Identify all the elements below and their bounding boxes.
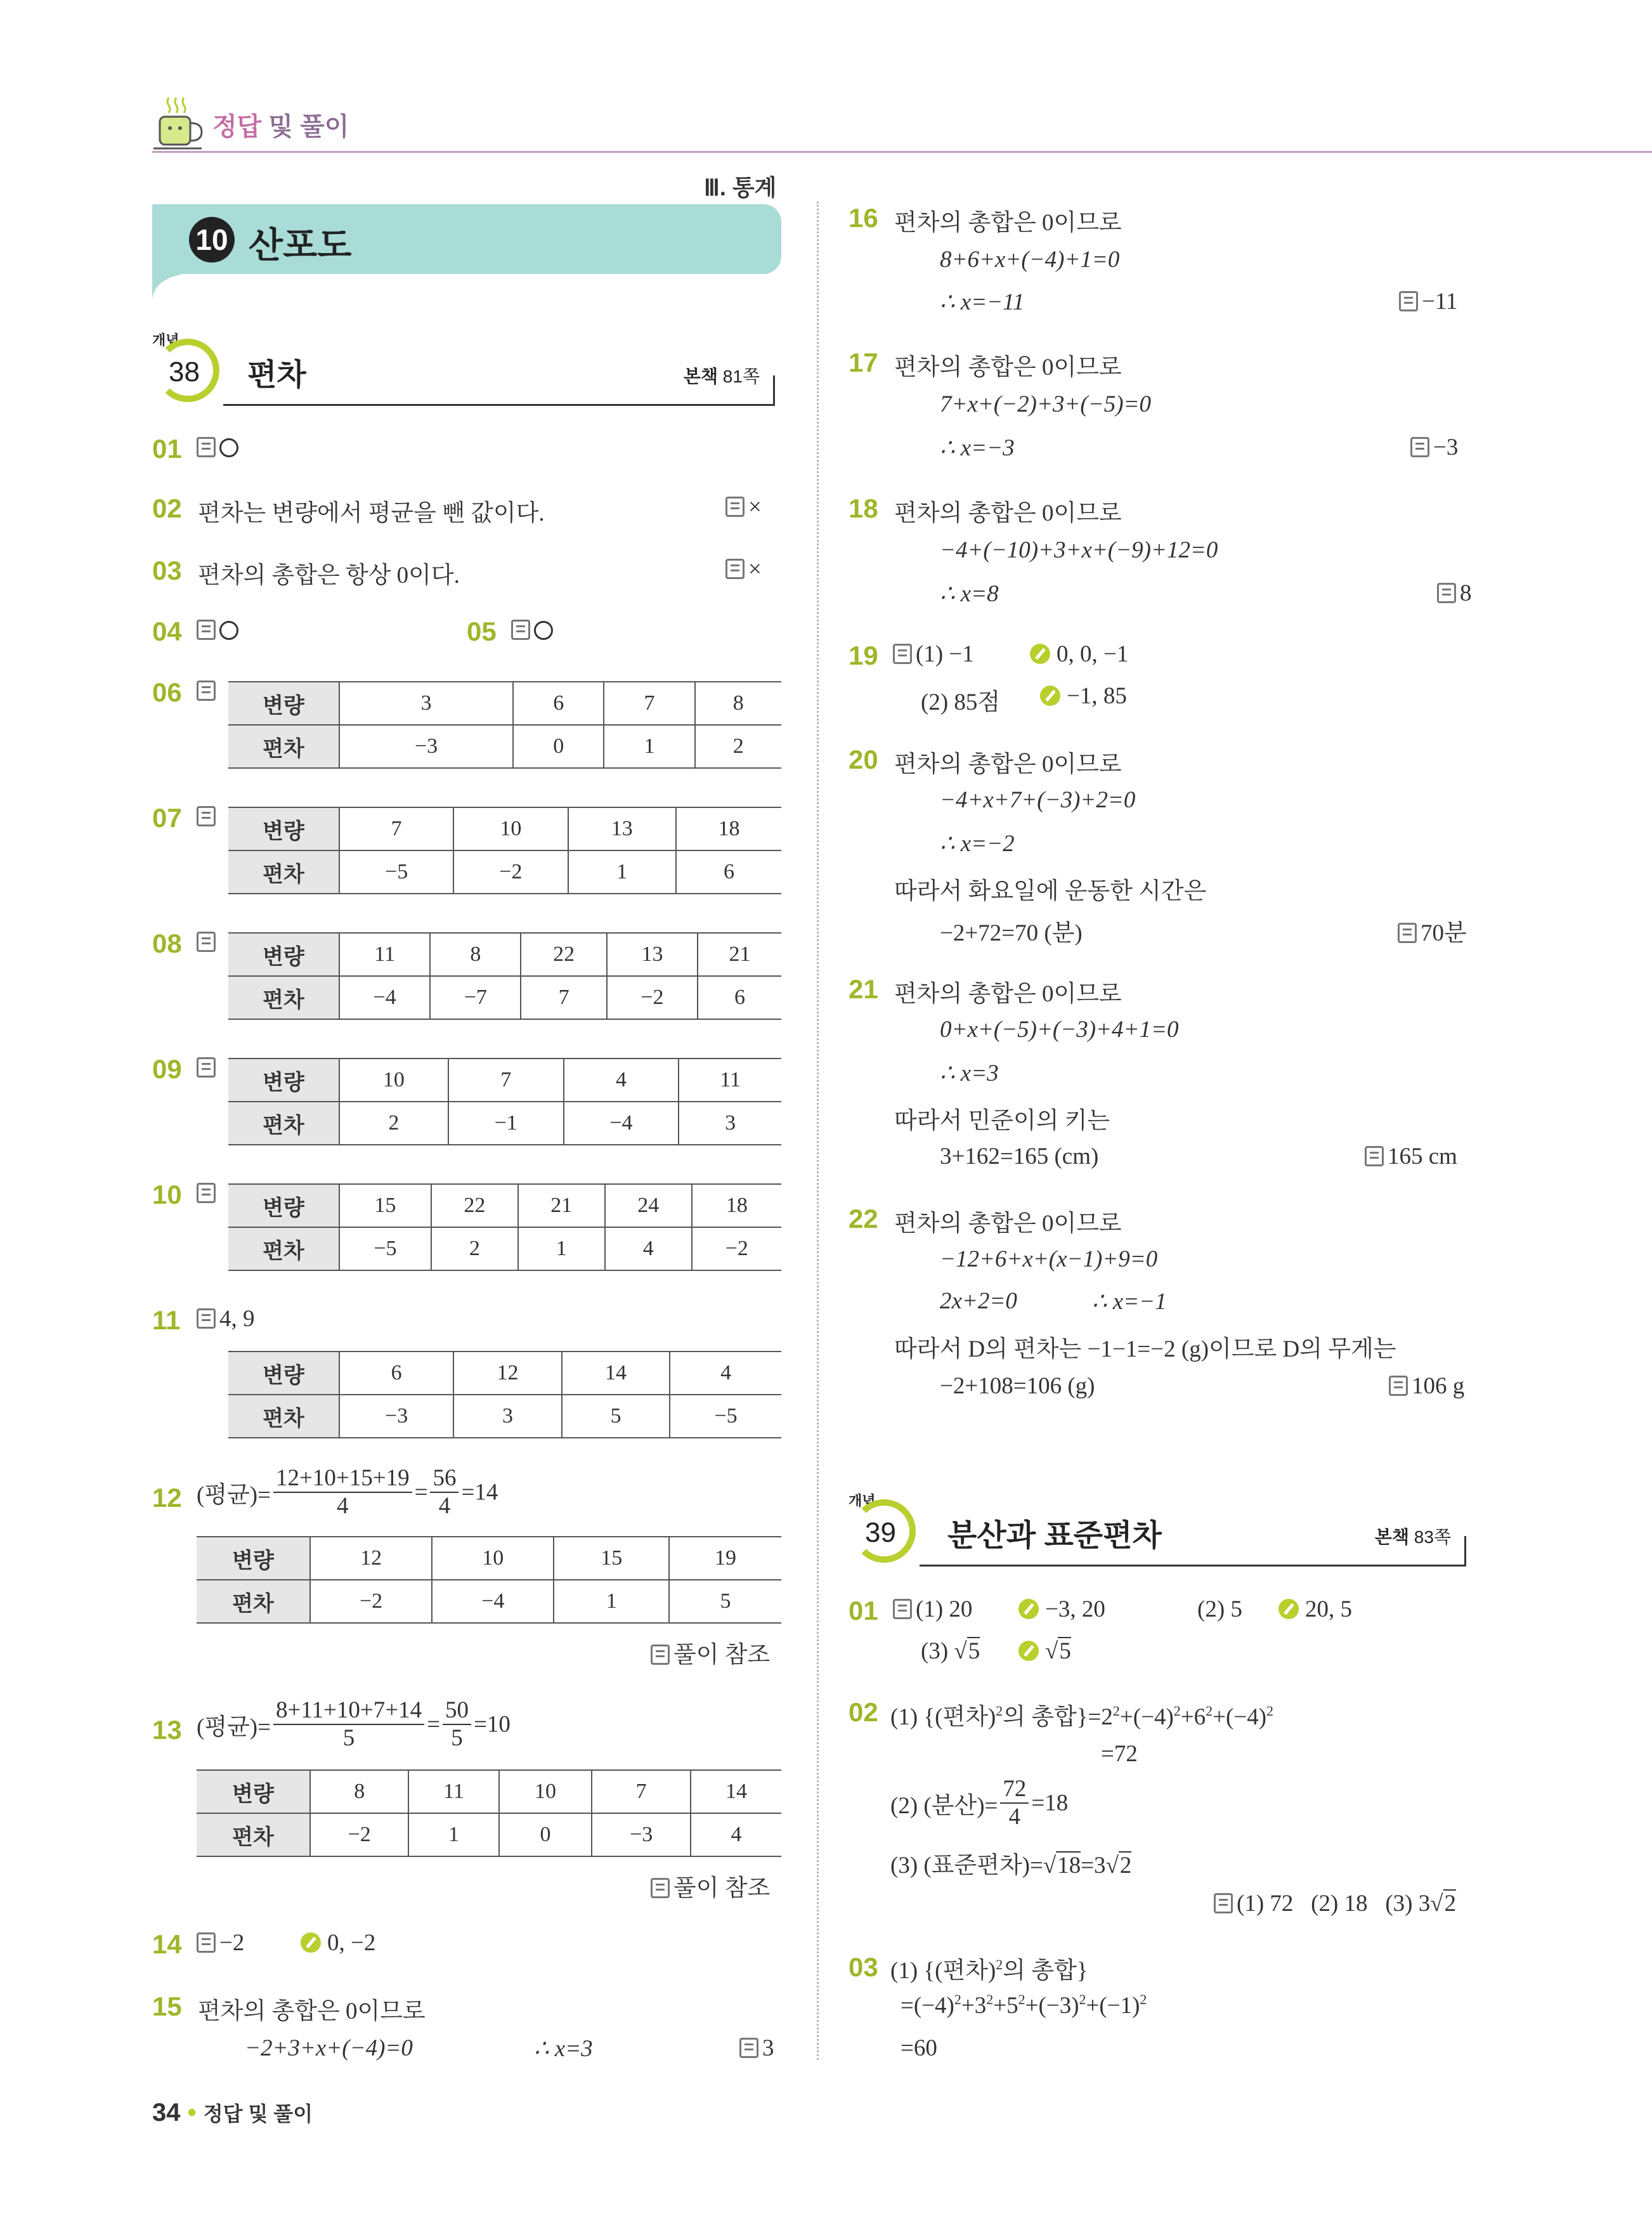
answer: (1) 72 (2) 18 (3) 3√2 [1214, 1890, 1456, 1917]
equation: 2x+2=0 [940, 1288, 1017, 1314]
solution-line: =72 [1101, 1741, 1138, 1767]
circle-mark [534, 621, 553, 640]
answer-icon [893, 1599, 912, 1619]
page-number: 34 [152, 2099, 181, 2127]
solution-line: $=(-4)^2+3^2+5^2+(-3)^2+(-1)^2$ [901, 1991, 1147, 2019]
problem-number: 02 [849, 1697, 878, 1727]
header-title-c: 풀이 [300, 113, 349, 141]
answer: −11 [1399, 288, 1458, 315]
answer: −2 [197, 1929, 244, 1957]
concept-underline-end [773, 375, 775, 406]
problem-number: 14 [152, 1929, 182, 1959]
deviation-table: 변량 15 22 21 24 18 편차 −5 2 1 4 −2 [228, 1183, 781, 1271]
answer-icon [1365, 1146, 1384, 1166]
equation: −12+6+x+(x−1)+9=0 [940, 1246, 1158, 1272]
problem-text: 따라서 D의 편차는 −1−1=−2 (g)이므로 D의 무게는 [894, 1336, 1396, 1362]
answer: 3 [739, 2035, 774, 2062]
problem-text: 편차의 총합은 0이므로 [894, 500, 1122, 526]
equation: −4+x+7+(−3)+2=0 [940, 787, 1136, 813]
pencil-icon [301, 1932, 321, 1953]
concept-underline-end [1464, 1536, 1466, 1567]
deviation-table: 변량 3 6 7 8 편차 −3 0 1 2 [228, 681, 781, 769]
pencil-icon [1018, 1641, 1039, 1661]
footer-label: 정답 및 풀이 [203, 2102, 313, 2125]
answer: × [725, 556, 762, 583]
mean-formula: (평균)= $\frac{8+11+10+7+14}{5}$ = $\frac{50}{5}$ =10 [197, 1697, 511, 1751]
conclusion: ∴ x=−11 [940, 289, 1025, 315]
concept-number: 38 [169, 356, 200, 388]
column-divider [817, 202, 819, 2060]
conclusion: ∴ x=3 [940, 1060, 999, 1086]
equation: −2+72=70 (분) [940, 920, 1083, 946]
problem-text: 편차의 총합은 0이므로 [894, 981, 1122, 1007]
answer-icon [1437, 583, 1456, 603]
deviation-table: 변량 8 11 10 7 14 편차 −2 1 0 −3 4 [197, 1769, 781, 1857]
problem-number: 06 [152, 677, 182, 707]
conclusion: ∴ x=−3 [940, 435, 1015, 461]
answer-icon [197, 681, 216, 701]
answer-icon [197, 1308, 216, 1329]
part-label: Ⅲ. 통계 [704, 174, 777, 200]
solution-line: =60 [901, 2035, 937, 2061]
answer-icon [725, 559, 745, 579]
answer-icon [197, 1932, 216, 1953]
concept-underline [223, 404, 775, 406]
problem-number: 11 [152, 1305, 181, 1335]
equation: −4+(−10)+3+x+(−9)+12=0 [940, 537, 1218, 563]
problem-number: 05 [467, 616, 497, 646]
answer-icon [511, 620, 530, 640]
equation: 8+6+x+(−4)+1=0 [940, 247, 1120, 273]
deviation-table: 변량 10 7 4 11 편차 2 −1 −4 3 [228, 1058, 781, 1145]
problem-number: 21 [849, 974, 878, 1004]
circle-mark [219, 438, 238, 457]
chapter-title: 산포도 [249, 225, 352, 265]
problem-number: 18 [849, 493, 878, 523]
problem-number: 13 [152, 1715, 182, 1745]
concept-ref: 본책 83쪽 [1374, 1527, 1451, 1547]
answer-icon [197, 1183, 216, 1203]
problem-text: 편차는 변량에서 평균을 뺀 값이다. [198, 500, 545, 526]
answer-icon [651, 1878, 670, 1898]
banner-curve [152, 273, 190, 302]
answer: 106 g [1389, 1372, 1464, 1400]
conclusion: ∴ x=8 [940, 581, 999, 607]
answer: (2) 5 [1197, 1596, 1242, 1622]
problem-text: 따라서 화요일에 운동한 시간은 [894, 878, 1207, 904]
circle-mark [219, 621, 238, 640]
work: 0, 0, −1 [1030, 641, 1128, 668]
work: −3, 20 [1018, 1596, 1105, 1623]
problem-text: 편차의 총합은 0이므로 [894, 355, 1122, 381]
conclusion: ∴ x=3 [534, 2036, 593, 2062]
answer-icon [197, 437, 216, 457]
deviation-table: 변량 6 12 14 4 편차 −3 3 5 −5 [228, 1351, 781, 1438]
concept-number: 39 [865, 1517, 896, 1548]
header-title-b: 및 [268, 113, 294, 141]
answer [197, 434, 238, 461]
pencil-icon [1030, 644, 1050, 664]
answer: (3) √5 [921, 1638, 980, 1664]
header-title [212, 107, 349, 143]
work: √5 [1018, 1638, 1071, 1665]
answer [197, 928, 219, 956]
header-rule [152, 151, 1652, 153]
answer-icon [1410, 437, 1429, 457]
problem-text: 편차의 총합은 0이므로 [894, 210, 1122, 236]
answer: (1) −1 [893, 641, 974, 668]
answer: (1) 20 [893, 1596, 972, 1623]
concept-38-heading [152, 330, 786, 412]
answer-icon [725, 497, 745, 517]
pencil-icon [1278, 1599, 1299, 1619]
concept-title: 분산과 표준편차 [947, 1519, 1162, 1553]
concept-39-heading [849, 1490, 1478, 1573]
answer [197, 677, 219, 705]
problem-number: 20 [849, 745, 878, 774]
deviation-table: 변량 12 10 15 19 편차 −2 −4 1 5 [197, 1536, 781, 1624]
answer [197, 1180, 219, 1207]
answer-icon [197, 932, 216, 952]
problem-number: 02 [152, 493, 182, 523]
deviation-table: 변량 11 8 22 13 21 편차 −4 −7 7 −2 6 [228, 932, 781, 1020]
problem-number: 10 [152, 1180, 182, 1209]
chapter-banner [152, 204, 781, 274]
conclusion: ∴ x=−1 [1092, 1289, 1167, 1315]
answer [197, 803, 219, 830]
work: 20, 5 [1278, 1596, 1352, 1623]
answer: 165 cm [1365, 1143, 1457, 1170]
equation: −2+108=106 (g) [940, 1373, 1095, 1399]
work: −1, 85 [1040, 682, 1127, 710]
answer: × [725, 493, 762, 521]
concept-tag: 개념 [849, 1493, 876, 1509]
conclusion: ∴ x=−2 [940, 831, 1015, 857]
answer-icon [197, 806, 216, 826]
answer-icon [197, 1057, 216, 1078]
problem-text: 따라서 민준이의 키는 [894, 1108, 1110, 1134]
solution-line: (1) {(편차)$^2$의 총합}$=2^2+(-4)^2+6^2+(-4)^2$ [890, 1703, 1274, 1730]
problem-text: 편차의 총합은 0이므로 [894, 1211, 1122, 1237]
solution-line: (1) {(편차)$^2$의 총합} [890, 1957, 1088, 1984]
answer: (2) 85점 [921, 689, 1001, 715]
equation: −2+3+x+(−4)=0 [245, 2035, 413, 2061]
mean-formula: (평균)= $\frac{12+10+15+19}{4}$ = $\frac{56}{4}$ =14 [197, 1465, 498, 1519]
work: 0, −2 [301, 1929, 375, 1957]
equation: 0+x+(−5)+(−3)+4+1=0 [940, 1017, 1179, 1043]
problem-number: 09 [152, 1054, 182, 1084]
cup-icon [151, 95, 205, 153]
concept-title: 편차 [247, 358, 306, 392]
pencil-icon [1018, 1599, 1039, 1619]
problem-number: 03 [849, 1952, 878, 1982]
problem-number: 08 [152, 928, 182, 958]
answer: −3 [1410, 434, 1458, 461]
answer-icon [739, 2038, 758, 2058]
solution-line: (3) (표준편차)=√18=3√2 [890, 1853, 1132, 1879]
problem-number: 22 [849, 1204, 878, 1234]
answer-icon [1399, 291, 1418, 311]
problem-number: 07 [152, 803, 182, 833]
answer: 8 [1437, 580, 1472, 607]
answer [511, 616, 553, 644]
problem-number: 01 [849, 1596, 878, 1625]
answer [197, 616, 238, 644]
answer-icon [893, 644, 912, 664]
answer: 풀이 참조 [651, 1868, 770, 1903]
pencil-icon [1040, 686, 1060, 706]
concept-underline [920, 1565, 1466, 1567]
deviation-table: 변량 7 10 13 18 편차 −5 −2 1 6 [228, 807, 781, 894]
answer-icon [1214, 1893, 1233, 1913]
answer [197, 1054, 219, 1081]
answer: 풀이 참조 [651, 1635, 770, 1669]
problem-number: 19 [849, 641, 878, 670]
answer-icon [1398, 923, 1417, 943]
concept-ref: 본책 81쪽 [683, 367, 760, 386]
problem-number: 04 [152, 616, 182, 646]
concept-tag: 개념 [152, 332, 179, 348]
problem-text: 편차의 총합은 항상 0이다. [198, 563, 460, 589]
answer: 4, 9 [197, 1305, 255, 1332]
equation: 7+x+(−2)+3+(−5)=0 [940, 391, 1151, 417]
problem-number: 12 [152, 1483, 182, 1513]
solution-line: (2) (분산)= $\frac{72}{4}$ =18 [890, 1776, 1069, 1830]
answer-icon [197, 620, 216, 640]
chapter-number: 10 [189, 217, 235, 263]
problem-number: 16 [849, 203, 878, 233]
page-footer: 34 • 정답 및 풀이 [152, 2099, 313, 2127]
answer-icon [651, 1645, 670, 1665]
problem-number: 15 [152, 1991, 182, 2021]
header-title-a: 정답 [212, 113, 262, 141]
answer: 70분 [1398, 913, 1467, 948]
problem-text: 편차의 총합은 0이므로 [198, 1998, 426, 2024]
problem-number: 01 [152, 434, 182, 464]
equation: 3+162=165 (cm) [940, 1143, 1099, 1169]
problem-number: 17 [849, 348, 878, 377]
problem-number: 03 [152, 556, 182, 585]
problem-text: 편차의 총합은 0이므로 [894, 752, 1122, 778]
answer-icon [1389, 1376, 1408, 1396]
